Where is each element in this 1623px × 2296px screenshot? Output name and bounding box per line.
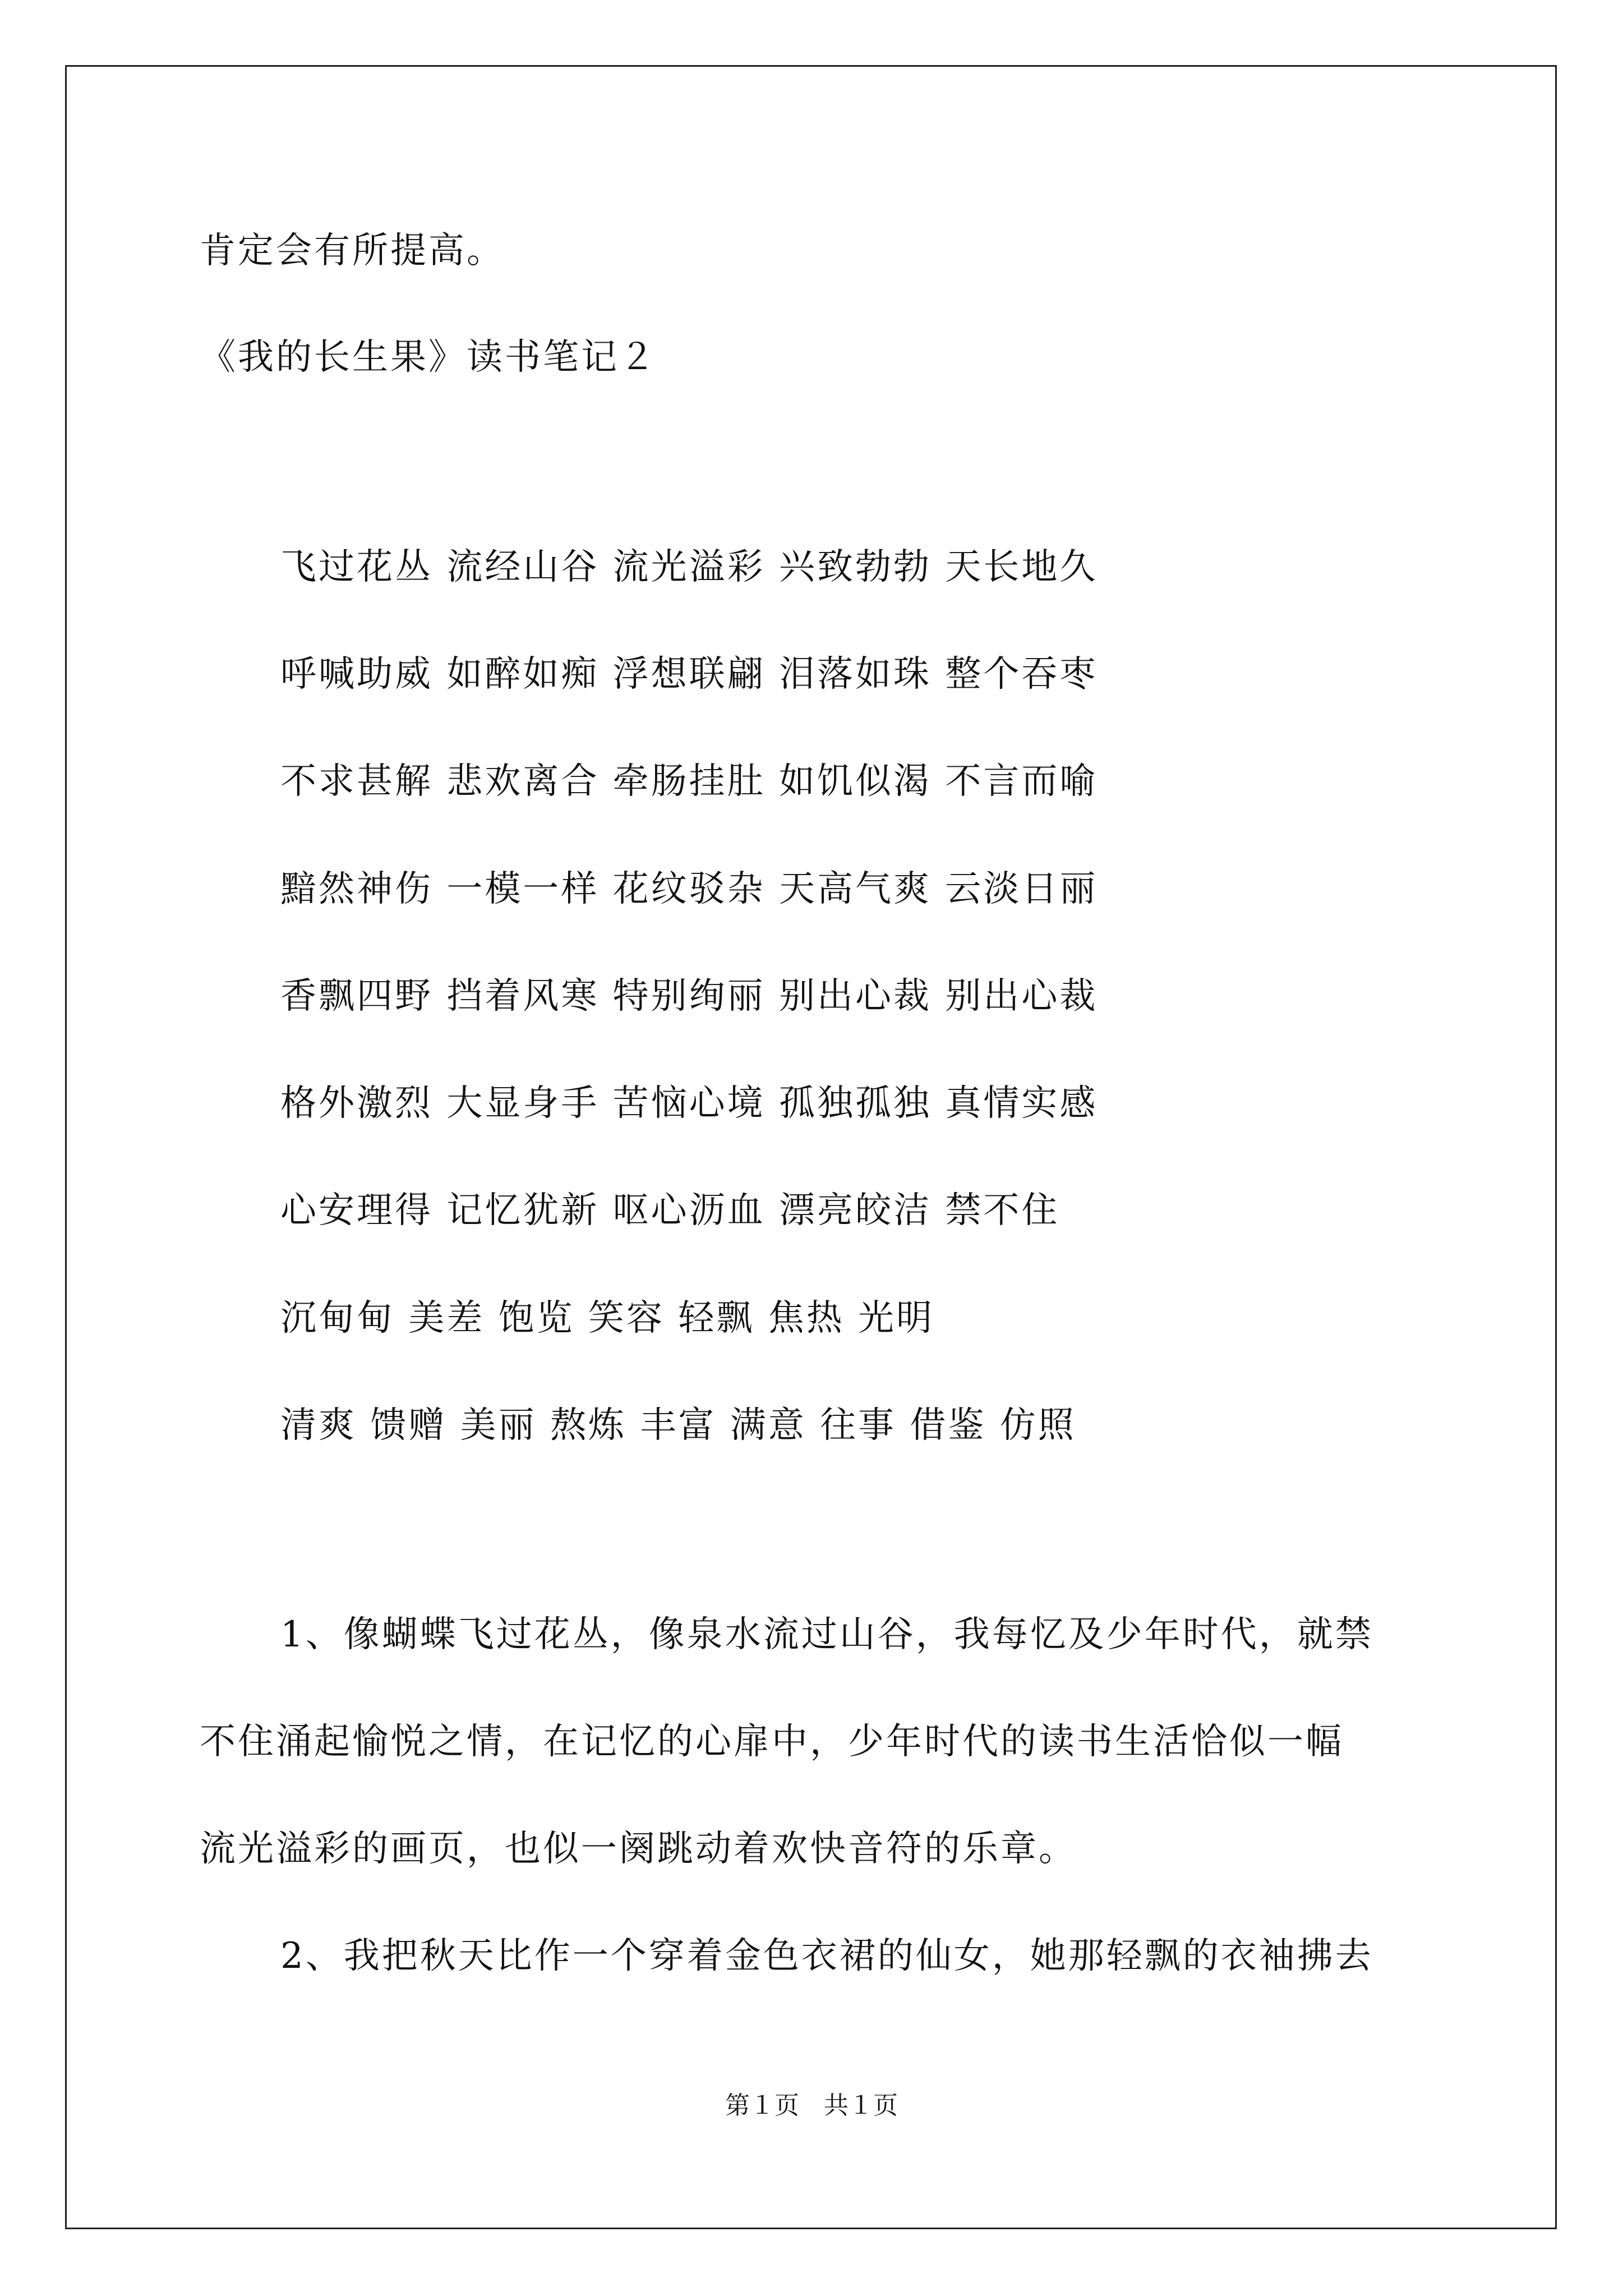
- vocabulary-line: 呼喊助威 如醉如痴 浮想联翩 泪落如珠 整个吞枣: [280, 654, 1098, 695]
- vocabulary-line: 飞过花丛 流经山谷 流光溢彩 兴致勃勃 天长地久: [280, 546, 1098, 588]
- page-border: [65, 65, 1557, 2229]
- vocabulary-line: 香飘四野 挡着风寒 特别绚丽 别出心裁 别出心裁: [280, 976, 1098, 1017]
- vocabulary-line: 沉甸甸 美差 饱览 笑容 轻飘 焦热 光明: [280, 1297, 935, 1339]
- section-title: 《我的长生果》读书笔记２: [200, 337, 657, 378]
- page-footer: 第１页 共１页: [725, 2091, 898, 2120]
- vocabulary-line: 清爽 馈赠 美丽 熬炼 丰富 满意 往事 借鉴 仿照: [280, 1405, 1076, 1446]
- vocabulary-line: 不求甚解 悲欢离合 牵肠挂肚 如饥似渴 不言而喻: [280, 761, 1098, 802]
- paragraph-line: 1、像蝴蝶飞过花丛，像泉水流过山谷，我每忆及少年时代，就禁: [280, 1614, 1373, 1655]
- vocabulary-line: 心安理得 记忆犹新 呕心沥血 漂亮皎洁 禁不住: [280, 1190, 1060, 1231]
- paragraph-line: 不住涌起愉悦之情，在记忆的心扉中，少年时代的读书生活恰似一幅: [200, 1721, 1344, 1763]
- intro-line: 肯定会有所提高。: [200, 230, 505, 272]
- vocabulary-line: 黯然神伤 一模一样 花纹驳杂 天高气爽 云淡日丽: [280, 868, 1098, 910]
- paragraph-line: 流光溢彩的画页，也似一阕跳动着欢快音符的乐章。: [200, 1828, 1077, 1870]
- vocabulary-line: 格外激烈 大显身手 苦恼心境 孤独孤独 真情实感: [280, 1083, 1098, 1124]
- paragraph-line: 2、我把秋天比作一个穿着金色衣裙的仙女，她那轻飘的衣袖拂去: [280, 1935, 1373, 1977]
